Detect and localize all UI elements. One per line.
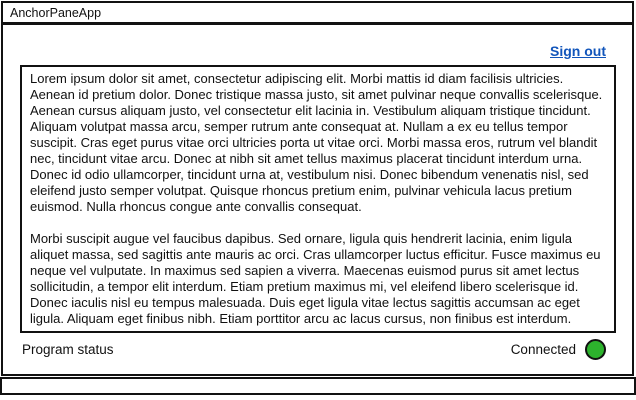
text-paragraph-2: Morbi suscipit augue vel faucibus dapibus. Sed ornare, ligula quis hendrerit lacinia, enim ligula aliquet massa, sed sagittis ante mauris ac orci. Cras ullamcorper luctus efficitur. Fusce maximus eu neque vel vulputate. In maximus sed sapien a viverra. Maecenas euismod purus sit amet lectus sollicitudin, a tempor elit interdum. Etiam pretium maximus mi, vel eleifend libero scelerisque id. Donec iaculis nisl eu tempus malesuada. Duis eget ligula vitae lectus sagittis accumsan ac eget ligula. Aliquam eget finibus nibh. Etiam porttitor arcu ac lacus cursus, non finibus est interdum.	[30, 231, 601, 326]
status-bar	[22, 339, 606, 360]
app-window	[1, 1, 634, 376]
bottom-strip	[0, 377, 636, 395]
program-status-label: Program status	[22, 342, 114, 357]
connection-status	[511, 339, 606, 360]
window-title: AnchorPaneApp	[10, 5, 102, 20]
sign-out-link[interactable]: Sign out	[550, 43, 606, 59]
connection-indicator-icon	[585, 339, 606, 360]
text-paragraph-1: Lorem ipsum dolor sit amet, consectetur adipiscing elit. Morbi mattis id diam facilisis ultricies. Aenean id pretium dolor. Donec tristique massa justo, sit amet pulvinar neque convallis scelerisque. Aenean cursus aliquam justo, vel consectetur elit lacinia in. Vestibulum aliquam tristique tincidunt. Aliquam volutpat massa arcu, semper rutrum ante consequat at. Nullam a ex eu tellus tempor suscipit. Cras eget purus vitae orci ultricies porta ut vitae orci. Morbi massa eros, rutrum vel blandit nec, tincidunt vitae arcu. Donec at nibh sit amet tellus maximus placerat tincidunt interdum urna. Donec id odio ullamcorper, tincidunt urna at, vestibulum nisi. Donec bibendum venenatis nisl, sed eleifend justo semper volutpat. Quisque rhoncus pretium enim, pulvinar vehicula lacus pretium euismod. Nulla rhoncus congue ante convallis consequat.	[30, 71, 603, 214]
window-titlebar	[3, 3, 632, 25]
connection-label: Connected	[510, 342, 576, 357]
lorem-text-area[interactable]	[20, 65, 616, 333]
